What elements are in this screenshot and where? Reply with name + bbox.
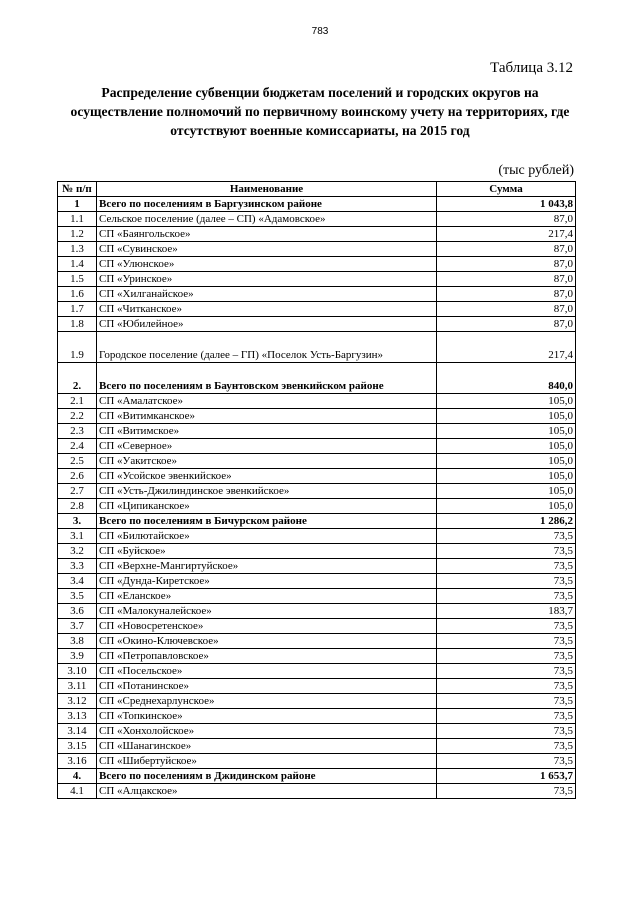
row-number: 2.8	[58, 499, 97, 514]
row-name: Всего по поселениям в Бичурском районе	[97, 514, 437, 529]
table-row	[58, 619, 576, 634]
table-header-row	[58, 182, 576, 197]
row-number: 3.13	[58, 709, 97, 724]
table-row	[58, 664, 576, 679]
row-name: СП «Сувинское»	[97, 242, 437, 257]
table-row	[58, 317, 576, 332]
row-sum: 87,0	[437, 212, 576, 227]
table-row	[58, 332, 576, 363]
row-sum: 217,4	[437, 332, 576, 363]
row-sum: 73,5	[437, 664, 576, 679]
table-row	[58, 634, 576, 649]
row-number: 2.1	[58, 394, 97, 409]
row-number: 1.3	[58, 242, 97, 257]
row-number: 2.2	[58, 409, 97, 424]
row-number: 4.1	[58, 784, 97, 799]
row-sum: 73,5	[437, 754, 576, 769]
row-number: 3.4	[58, 574, 97, 589]
row-sum: 87,0	[437, 302, 576, 317]
table-row	[58, 694, 576, 709]
row-number: 3.16	[58, 754, 97, 769]
table-row	[58, 454, 576, 469]
row-name: СП «Читканское»	[97, 302, 437, 317]
row-name: СП «Улюнское»	[97, 257, 437, 272]
row-sum: 73,5	[437, 679, 576, 694]
row-sum: 73,5	[437, 709, 576, 724]
table-row	[58, 424, 576, 439]
table-row	[58, 212, 576, 227]
row-number: 2.5	[58, 454, 97, 469]
row-sum: 217,4	[437, 227, 576, 242]
row-sum: 73,5	[437, 724, 576, 739]
row-number: 2.	[58, 363, 97, 394]
row-number: 1.2	[58, 227, 97, 242]
row-sum: 73,5	[437, 544, 576, 559]
row-name: СП «Ципиканское»	[97, 499, 437, 514]
table-row	[58, 604, 576, 619]
table-row	[58, 784, 576, 799]
row-number: 3.15	[58, 739, 97, 754]
row-name: СП «Витимское»	[97, 424, 437, 439]
row-name: СП «Хонхолойское»	[97, 724, 437, 739]
row-sum: 73,5	[437, 634, 576, 649]
table-row	[58, 242, 576, 257]
row-sum: 105,0	[437, 424, 576, 439]
row-name: СП «Среднехарлунское»	[97, 694, 437, 709]
table-row	[58, 724, 576, 739]
units-label: (тыс рублей)	[498, 163, 574, 178]
table-row	[58, 272, 576, 287]
row-number: 3.12	[58, 694, 97, 709]
row-name: Всего по поселениям в Джидинском районе	[97, 769, 437, 784]
table-row	[58, 409, 576, 424]
row-name: СП «Еланское»	[97, 589, 437, 604]
row-sum: 105,0	[437, 484, 576, 499]
table-row	[58, 544, 576, 559]
row-name: СП «Баянгольское»	[97, 227, 437, 242]
document-title: Распределение субвенции бюджетам поселений и городских округов на осуществление полномочий по первичному воинскому учету на территориях, где отсутствуют военные комиссариаты, на 2015 год	[70, 85, 570, 138]
row-number: 3.11	[58, 679, 97, 694]
row-sum: 105,0	[437, 454, 576, 469]
row-sum: 183,7	[437, 604, 576, 619]
row-name: СП «Буйское»	[97, 544, 437, 559]
row-name: СП «Окино-Ключевское»	[97, 634, 437, 649]
row-sum: 1 653,7	[437, 769, 576, 784]
row-sum: 73,5	[437, 784, 576, 799]
page-number: 783	[311, 26, 329, 37]
row-sum: 105,0	[437, 409, 576, 424]
table-row-total	[58, 769, 576, 784]
row-name: СП «Усойское эвенкийское»	[97, 469, 437, 484]
table-row	[58, 469, 576, 484]
row-number: 3.14	[58, 724, 97, 739]
table-row-total	[58, 197, 576, 212]
row-sum: 87,0	[437, 272, 576, 287]
row-name: СП «Северное»	[97, 439, 437, 454]
row-sum: 73,5	[437, 739, 576, 754]
table-row	[58, 257, 576, 272]
row-sum: 105,0	[437, 439, 576, 454]
header-name: Наименование	[97, 182, 437, 197]
row-number: 1.4	[58, 257, 97, 272]
row-number: 1.9	[58, 332, 97, 363]
row-name: СП «Дунда-Киретское»	[97, 574, 437, 589]
row-name: СП «Шанагинское»	[97, 739, 437, 754]
row-name: СП «Витимканское»	[97, 409, 437, 424]
table-row	[58, 227, 576, 242]
table-row	[58, 574, 576, 589]
row-name: СП «Хилганайское»	[97, 287, 437, 302]
table-row	[58, 709, 576, 724]
row-number: 4.	[58, 769, 97, 784]
row-sum: 73,5	[437, 619, 576, 634]
subsidy-table	[57, 181, 576, 799]
row-name: СП «Юбилейное»	[97, 317, 437, 332]
table-label: Таблица 3.12	[490, 60, 573, 76]
row-number: 1.6	[58, 287, 97, 302]
header-sum: Сумма	[437, 182, 576, 197]
row-number: 1.7	[58, 302, 97, 317]
row-name: СП «Малокуналейское»	[97, 604, 437, 619]
row-number: 3.3	[58, 559, 97, 574]
table-row-total	[58, 514, 576, 529]
row-number: 3.7	[58, 619, 97, 634]
row-number: 1	[58, 197, 97, 212]
row-sum: 73,5	[437, 559, 576, 574]
table-row	[58, 394, 576, 409]
row-name: Всего по поселениям в Баунтовском эвенкийском районе	[97, 363, 437, 394]
table-row-total	[58, 363, 576, 394]
row-name: Городское поселение (далее – ГП) «Поселок Усть-Баргузин»	[97, 332, 437, 363]
row-sum: 1 043,8	[437, 197, 576, 212]
table-row	[58, 287, 576, 302]
row-name: СП «Алцакское»	[97, 784, 437, 799]
row-number: 3.10	[58, 664, 97, 679]
row-name: СП «Топкинское»	[97, 709, 437, 724]
table-row	[58, 302, 576, 317]
row-name: СП «Усть-Джилиндинское эвенкийское»	[97, 484, 437, 499]
row-name: СП «Потанинское»	[97, 679, 437, 694]
row-number: 2.4	[58, 439, 97, 454]
row-sum: 73,5	[437, 529, 576, 544]
row-sum: 87,0	[437, 257, 576, 272]
row-name: СП «Билютайское»	[97, 529, 437, 544]
row-sum: 1 286,2	[437, 514, 576, 529]
row-sum: 73,5	[437, 694, 576, 709]
row-name: СП «Шибертуйское»	[97, 754, 437, 769]
row-number: 1.1	[58, 212, 97, 227]
row-sum: 105,0	[437, 394, 576, 409]
row-number: 3.5	[58, 589, 97, 604]
row-name: СП «Амалатское»	[97, 394, 437, 409]
table-body	[58, 197, 576, 799]
table-row	[58, 499, 576, 514]
table-row	[58, 559, 576, 574]
row-name: СП «Уакитское»	[97, 454, 437, 469]
row-number: 2.7	[58, 484, 97, 499]
row-name: СП «Новосретенское»	[97, 619, 437, 634]
row-sum: 73,5	[437, 574, 576, 589]
row-number: 3.2	[58, 544, 97, 559]
table-row	[58, 679, 576, 694]
row-sum: 840,0	[437, 363, 576, 394]
table-row	[58, 754, 576, 769]
row-sum: 87,0	[437, 242, 576, 257]
row-sum: 73,5	[437, 649, 576, 664]
table-row	[58, 739, 576, 754]
row-number: 2.3	[58, 424, 97, 439]
row-name: СП «Посельское»	[97, 664, 437, 679]
row-number: 1.8	[58, 317, 97, 332]
row-sum: 87,0	[437, 287, 576, 302]
row-name: Всего по поселениям в Баргузинском районе	[97, 197, 437, 212]
header-num: № п/п	[58, 182, 97, 197]
row-number: 3.	[58, 514, 97, 529]
row-name: СП «Петропавловское»	[97, 649, 437, 664]
table-row	[58, 649, 576, 664]
row-sum: 87,0	[437, 317, 576, 332]
row-name: СП «Уринское»	[97, 272, 437, 287]
row-sum: 105,0	[437, 469, 576, 484]
row-sum: 73,5	[437, 589, 576, 604]
table-row	[58, 439, 576, 454]
row-sum: 105,0	[437, 499, 576, 514]
row-number: 3.1	[58, 529, 97, 544]
row-number: 3.8	[58, 634, 97, 649]
table-row	[58, 589, 576, 604]
row-number: 2.6	[58, 469, 97, 484]
row-name: СП «Верхне-Мангиртуйское»	[97, 559, 437, 574]
row-name: Сельское поселение (далее – СП) «Адамовское»	[97, 212, 437, 227]
table-row	[58, 529, 576, 544]
row-number: 3.9	[58, 649, 97, 664]
table-row	[58, 484, 576, 499]
row-number: 3.6	[58, 604, 97, 619]
row-number: 1.5	[58, 272, 97, 287]
